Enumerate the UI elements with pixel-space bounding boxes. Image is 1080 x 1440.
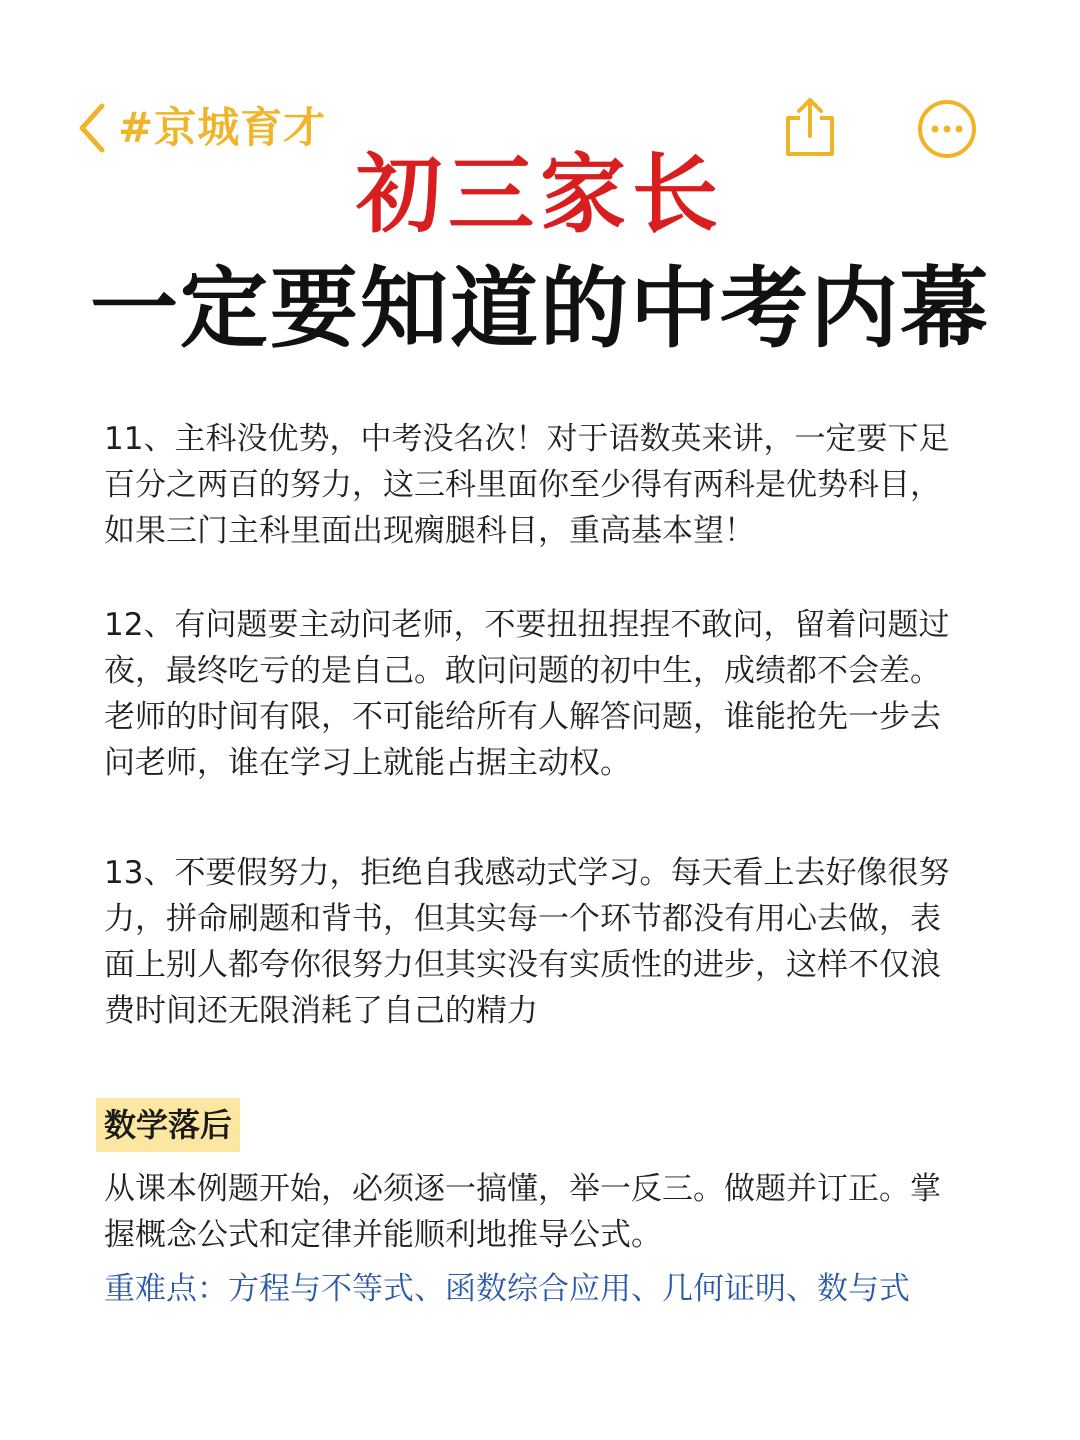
hashtag-label[interactable]: #京城育才 bbox=[118, 103, 327, 152]
math-key-points: 重难点：方程与不等式、函数综合应用、几何证明、数与式 bbox=[104, 1271, 910, 1307]
tip-13-paragraph: 13、不要假努力，拒绝自我感动式学习。每天看上去好像很努力，拼命刷题和背书，但其实每一个环节都没有用心去做，表面上别人都夸你很努力但其实没有实质性的进步，这样不仅浪费时间还无限消耗了自己的精力 bbox=[104, 855, 950, 1029]
tip-12-paragraph: 12、有问题要主动问老师，不要扭扭捏捏不敢问，留着问题过夜，最终吃亏的是自己。敢问问题的初中生，成绩都不会差。老师的时间有限，不可能给所有人解答问题，谁能抢先一步去问老师，谁在学习上就能占据主动权。 bbox=[104, 607, 950, 781]
tip-11-paragraph: 11、主科没优势，中考没名次！对于语数英来讲，一定要下足百分之两百的努力，这三科里面你至少得有两科是优势科目，如果三门主科里面出现瘸腿科目，重高基本望！ bbox=[104, 421, 950, 549]
math-section-heading: 数学落后 bbox=[96, 1098, 240, 1152]
headline-line-2: 一定要知道的中考内幕 bbox=[89, 257, 990, 360]
math-advice-paragraph: 从课本例题开始，必须逐一搞懂，举一反三。做题并订正。掌握概念公式和定律并能顺利地推导公式。 bbox=[104, 1171, 941, 1253]
headline-line-1: 初三家长 bbox=[356, 145, 724, 245]
